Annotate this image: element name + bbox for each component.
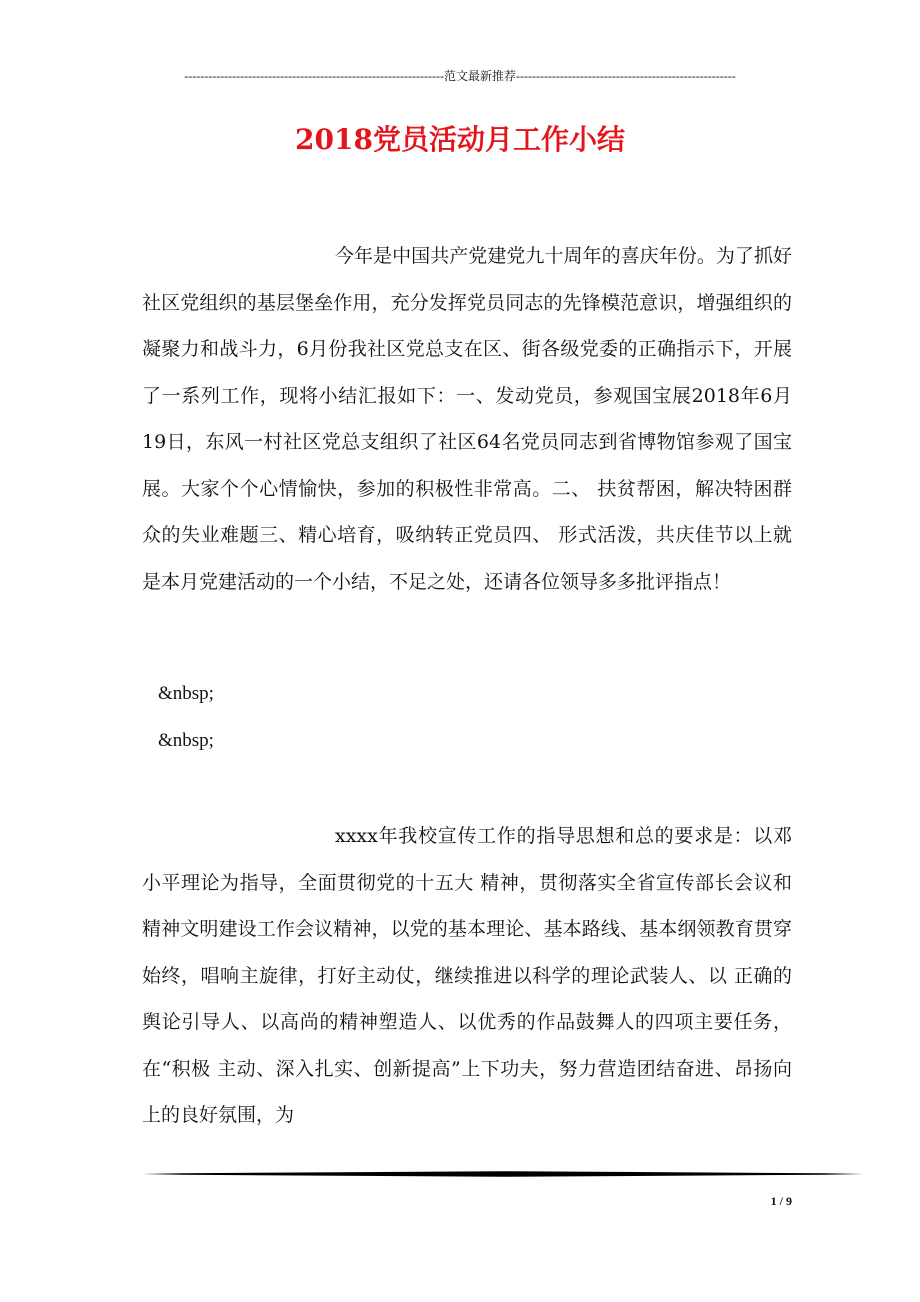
paragraph-1: 今年是中国共产党建党九十周年的喜庆年份。为了抓好社区党组织的基层堡垒作用，充分发挥党员同志的先锋模范意识，增强组织的凝聚力和战斗力，6月份我社区党总支在区、街各级党委的正确指示下，开展了一系列工作，现将小结汇报如下：一、发动党员，参观国宝展2018年6月19日，东风一村社区党总支组织了社区64名党员同志到省博物馆参观了国宝展。大家个个心情愉快，参加的积极性非常高。二、 扶贫帮困，解决特困群众的失业难题三、精心培育，吸纳转正党员四、 形式活泼，共庆佳节以上就是本月党建活动的一个小结，不足之处，还请各位领导多多批评指点！	[142, 245, 792, 593]
page-number: 1 / 9	[770, 1194, 792, 1208]
paragraph-2: xxxx年我校宣传工作的指导思想和总的要求是：以邓小平理论为指导，全面贯彻党的十五大 精神，贯彻落实全省宣传部长会议和精神文明建设工作会议精神，以党的基本理论、基本路线、基本纲领教育贯穿始终，唱响主旋律，打好主动仗，继续推进以科学的理论武装人、以 正确的舆论引导人、以高尚的精神塑造人、以优秀的作品鼓舞人的四项主要任务，在“积极 主动、深入扎实、创新提高”上下功夫，努力营造团结奋进、昂扬向上的良好氛围，为	[142, 825, 792, 1126]
nbsp-line-1: &nbsp;	[158, 683, 214, 704]
footer-divider	[142, 1170, 864, 1178]
header-banner: -----------------------------------------------------------------范文最新推荐-------------------------------------------------------	[184, 69, 736, 83]
document-title: 2018党员活动月工作小结	[295, 123, 625, 156]
nbsp-line-2: &nbsp;	[158, 730, 214, 751]
